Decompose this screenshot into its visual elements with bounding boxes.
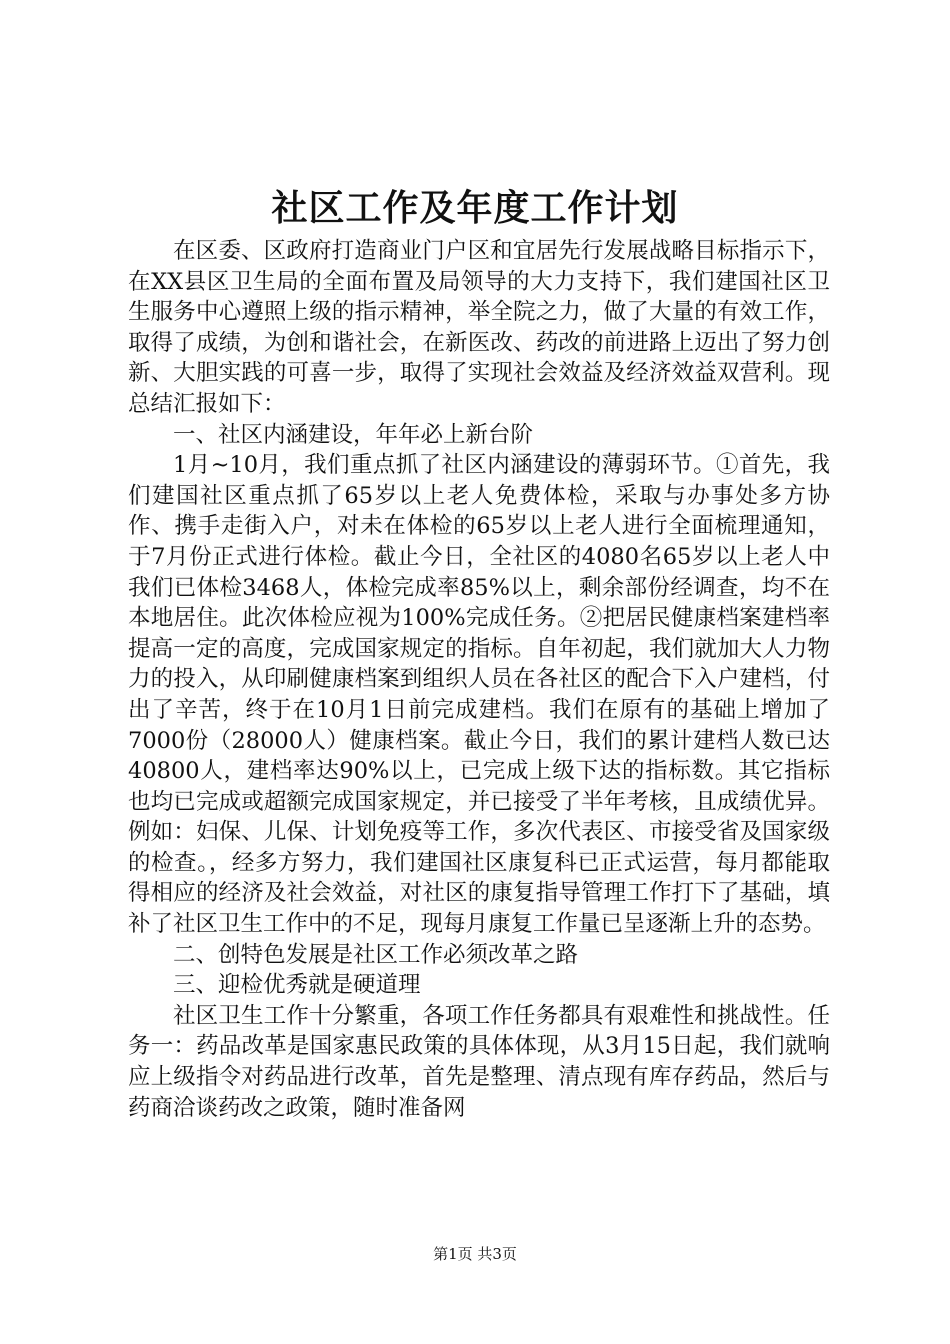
section-heading-1: 一、社区内涵建设，年年必上新台阶: [173, 421, 534, 448]
page-footer: 第1页 共3页: [433, 1245, 517, 1263]
document-title: 社区工作及年度工作计划: [271, 187, 679, 229]
section-heading-2: 二、创特色发展是社区工作必须改革之路: [173, 941, 579, 968]
section-heading-3: 三、迎检优秀就是硬道理: [173, 972, 421, 999]
section-1-paragraph: 1月~10月，我们重点抓了社区内涵建设的薄弱环节。①首先，我们建国社区重点抓了65岁以上老人免费体检，采取与办事处多方协作、携手走街入户，对未在体检的65岁以上老人进行全面梳理通知，于7月份正式进行体检。截止今日，全社区的4080名65岁以上老人中我们已体检3468人，体检完成率85%以上，剩余部份经调查，均不在本地居住。此次体检应视为100%完成任务。②把居民健康档案建档率提高一定的高度，完成国家规定的指标。自年初起，我们就加大人力物力的投入，从印刷健康档案到组织人员在各社区的配合下入户建档，付出了辛苦，终于在10月1日前完成建档。我们在原有的基础上增加了7000份（28000人）健康档案。截止今日，我们的累计建档人数已达40800人，建档率达90%以上，已完成上级下达的指标数。其它指标也均已完成或超额完成国家规定，并已接受了半年考核，且成绩优异。例如：妇保、儿保、计划免疫等工作，多次代表区、市接受省及国家级的检查。，经多方努力，我们建国社区康复科已正式运营，每月都能取得相应的经济及社会效益，对社区的康复指导管理工作打下了基础，填补了社区卫生工作中的不足，现每月康复工作量已呈逐渐上升的态势。: [128, 452, 830, 938]
section-3-paragraph: 社区卫生工作十分繁重，各项工作任务都具有艰难性和挑战性。任务一：药品改革是国家惠民政策的具体体现，从3月15日起，我们就响应上级指令对药品进行改革，首先是整理、清点现有库存药品，然后与药商洽谈药改之政策，随时准备网: [128, 1002, 830, 1121]
document-body: [128, 236, 830, 1123]
intro-paragraph: 在区委、区政府打造商业门户区和宜居先行发展战略目标指示下，在XX县区卫生局的全面布置及局领导的大力支持下，我们建国社区卫生服务中心遵照上级的指示精神，举全院之力，做了大量的有效工作，取得了成绩，为创和谐社会，在新医改、药改的前进路上迈出了努力创新、大胆实践的可喜一步，取得了实现社会效益及经济效益双营利。现总结汇报如下：: [128, 238, 830, 417]
